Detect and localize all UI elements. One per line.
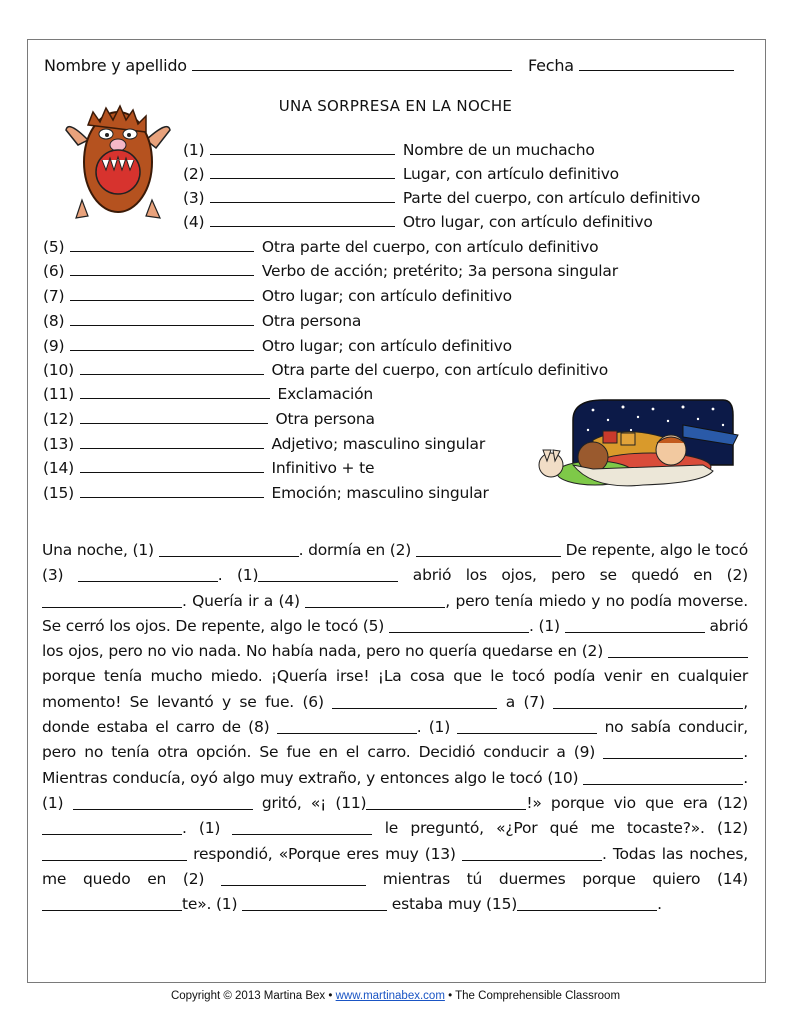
story-blank[interactable] <box>553 694 743 709</box>
story-text: . (1) <box>217 566 259 585</box>
item-label: Otra persona <box>261 312 362 330</box>
list-item <box>43 484 489 502</box>
story-text: estaba muy (15) <box>391 895 518 914</box>
list-item <box>43 238 598 256</box>
footer <box>0 990 791 1002</box>
story-blank[interactable] <box>603 744 743 759</box>
story-text: te». (1) <box>182 895 238 914</box>
item-label: Nombre de un muchacho <box>402 141 595 159</box>
story-blank[interactable] <box>366 795 526 810</box>
page-title: UNA SORPRESA EN LA NOCHE <box>278 97 513 115</box>
item-label: Otra persona <box>275 410 375 428</box>
copyright-text: Copyright © 2013 Martina Bex • <box>170 990 333 1002</box>
name-label: Nombre y apellido <box>44 56 187 75</box>
answer-blank-14[interactable] <box>80 459 264 473</box>
name-blank[interactable] <box>192 56 512 71</box>
answer-blank-4[interactable] <box>210 213 395 227</box>
story-text: . (1) <box>42 768 748 812</box>
item-number: (14) <box>43 459 75 477</box>
story-blank[interactable] <box>332 694 497 709</box>
story-text: . <box>657 895 662 914</box>
date-blank[interactable] <box>579 56 734 71</box>
item-label: Lugar, con artículo definitivo <box>402 165 619 183</box>
item-number: (3) <box>183 189 205 207</box>
story-blank[interactable] <box>457 719 597 734</box>
story-text: abrió los ojos, pero se quedó en (2) <box>412 566 748 585</box>
answer-blank-1[interactable] <box>210 141 395 155</box>
list-item <box>43 262 618 280</box>
item-label: Otro lugar, con artículo definitivo <box>402 213 653 231</box>
website-link[interactable]: www.martinabex.com <box>335 990 445 1002</box>
date-label: Fecha <box>528 56 574 75</box>
story-blank[interactable] <box>416 542 561 557</box>
item-number: (4) <box>183 213 205 231</box>
answer-blank-11[interactable] <box>80 385 270 399</box>
answer-blank-12[interactable] <box>80 410 268 424</box>
list-item <box>43 435 485 453</box>
name-field[interactable] <box>44 56 512 75</box>
story-text: , donde estaba el carro de (8) <box>42 692 748 737</box>
list-item <box>43 312 361 330</box>
item-label: Otro lugar; con artículo definitivo <box>261 287 512 305</box>
answer-blank-6[interactable] <box>70 262 254 276</box>
item-number: (7) <box>43 287 65 305</box>
item-number: (15) <box>43 484 75 502</box>
list-item <box>183 141 595 159</box>
story-paragraph <box>42 538 748 917</box>
item-number: (8) <box>43 312 65 330</box>
story-text: no sabía conducir, pero no tenía otra opción. Se fue en el carro. Decidió conducir a (9) <box>42 718 748 762</box>
item-label: Otro lugar; con artículo definitivo <box>261 337 512 355</box>
list-item <box>43 361 608 379</box>
list-item <box>43 337 512 355</box>
story-text: . (1) <box>182 819 221 838</box>
answer-blank-13[interactable] <box>80 435 264 449</box>
item-label: Verbo de acción; pretérito; 3a persona singular <box>261 262 618 280</box>
story-blank[interactable] <box>42 846 187 861</box>
story-text: Una noche, (1) <box>42 541 154 559</box>
story-text: . Todas las noches, me quedo en (2) <box>42 844 748 888</box>
item-number: (11) <box>43 385 75 403</box>
item-number: (10) <box>43 361 75 379</box>
item-label: Adjetivo; masculino singular <box>271 435 486 453</box>
item-number: (12) <box>43 410 75 428</box>
answer-blank-10[interactable] <box>80 361 264 375</box>
answer-blank-15[interactable] <box>80 484 264 498</box>
story-blank[interactable] <box>389 618 529 633</box>
answer-blank-5[interactable] <box>70 238 254 252</box>
item-number: (5) <box>43 238 65 256</box>
item-label: Emoción; masculino singular <box>271 484 489 502</box>
story-text: . Quería ir a (4) <box>182 591 300 610</box>
story-text: De repente, algo le tocó (3) <box>42 541 748 585</box>
answer-blank-3[interactable] <box>210 189 395 203</box>
item-label: Otra parte del cuerpo, con artículo definitivo <box>261 238 599 256</box>
story-text: . dormía en (2) <box>298 541 412 559</box>
story-text: !» porque vio que era (12) <box>526 793 749 812</box>
story-text: respondió, «Porque eres muy (13) <box>193 844 456 863</box>
item-label: Infinitivo + te <box>271 459 375 477</box>
item-number: (13) <box>43 435 75 453</box>
date-field[interactable] <box>528 56 734 75</box>
story-text: abrió los ojos, pero no vio nada. No había nada, pero no quería quedarse en (2) <box>42 616 748 661</box>
story-text: gritó, «¡ (11) <box>261 793 367 812</box>
list-item <box>183 189 700 207</box>
story-text: . (1) <box>416 718 451 737</box>
story-blank[interactable] <box>258 567 398 582</box>
list-item <box>43 410 375 428</box>
item-label: Exclamación <box>277 385 374 403</box>
item-number: (2) <box>183 165 205 183</box>
item-label: Parte del cuerpo, con artículo definitivo <box>402 189 701 207</box>
story-text: mientras tú duermes porque quiero (14) <box>382 869 748 888</box>
item-number: (6) <box>43 262 65 280</box>
monster-illustration <box>58 100 176 225</box>
story-text: a (7) <box>505 692 545 711</box>
story-blank[interactable] <box>565 618 705 633</box>
story-blank[interactable] <box>277 719 417 734</box>
footer-tagline: • The Comprehensible Classroom <box>448 990 621 1002</box>
list-item <box>43 287 512 305</box>
story-blank[interactable] <box>73 795 253 810</box>
story-text: le preguntó, «¿Por qué me tocaste?». (12) <box>384 819 748 838</box>
sleeping-children-illustration <box>533 395 743 495</box>
item-number: (9) <box>43 337 65 355</box>
story-text: . Mientras conducía, oyó algo muy extraño, y entonces algo le tocó (10) <box>42 743 748 787</box>
story-blank[interactable] <box>78 567 218 582</box>
story-blank[interactable] <box>583 770 743 785</box>
story-text: , pero tenía miedo y no podía moverse. Se cerró los ojos. De repente, algo le tocó (5) <box>42 591 748 635</box>
item-number: (1) <box>183 141 205 159</box>
story-blank[interactable] <box>232 820 372 835</box>
list-item <box>183 165 619 183</box>
story-blank[interactable] <box>42 896 182 911</box>
story-blank[interactable] <box>221 871 366 886</box>
list-item <box>183 213 653 231</box>
story-blank[interactable] <box>242 896 387 911</box>
answer-blank-7[interactable] <box>70 287 254 301</box>
story-blank[interactable] <box>608 643 748 658</box>
story-text: . (1) <box>528 616 560 635</box>
answer-blank-2[interactable] <box>210 165 395 179</box>
answer-blank-8[interactable] <box>70 312 254 326</box>
story-blank[interactable] <box>305 593 445 608</box>
story-blank[interactable] <box>159 542 299 557</box>
item-label: Otra parte del cuerpo, con artículo definitivo <box>271 361 609 379</box>
story-text: porque tenía mucho miedo. ¡Quería irse! ¡La cosa que le tocó podía venir en cualquier momento! Se levantó y se fue. (6) <box>42 667 748 711</box>
story-blank[interactable] <box>517 896 657 911</box>
story-blank[interactable] <box>42 820 182 835</box>
story-blank[interactable] <box>42 593 182 608</box>
answer-blank-9[interactable] <box>70 337 254 351</box>
list-item <box>43 459 374 477</box>
list-item <box>43 385 373 403</box>
story-blank[interactable] <box>462 846 602 861</box>
